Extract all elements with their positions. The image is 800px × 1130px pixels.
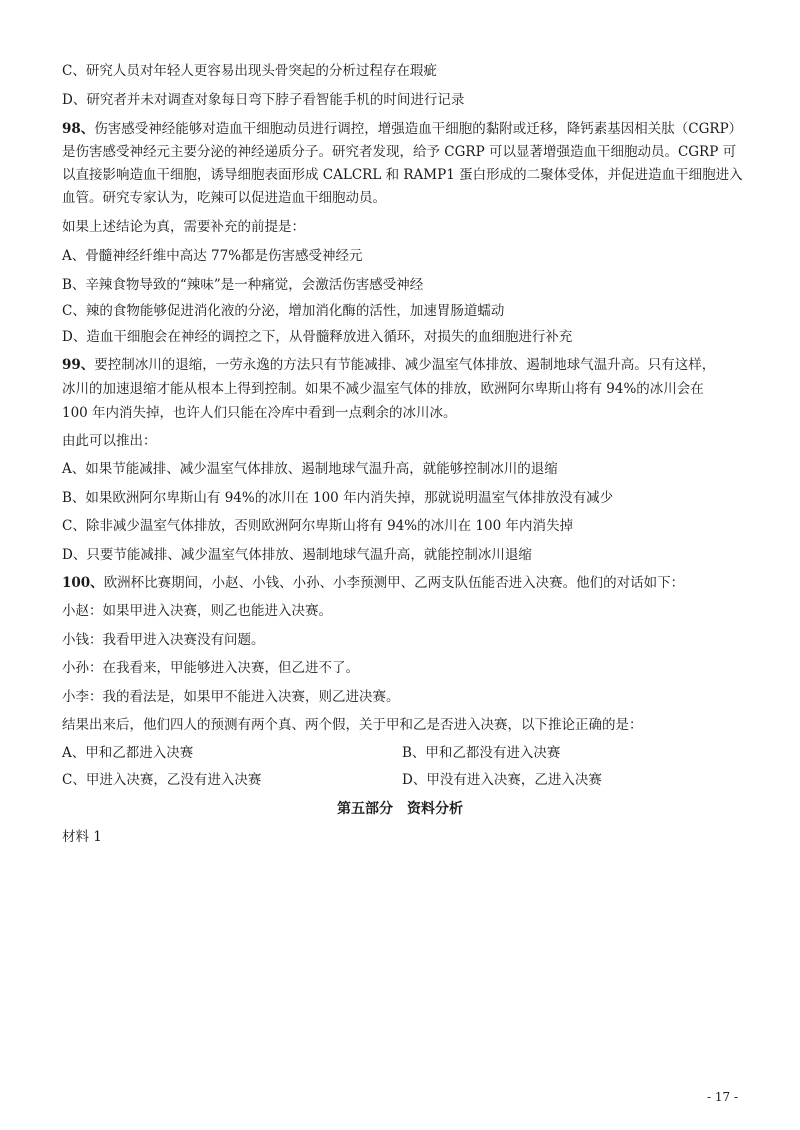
q100-dialogue-sun: 小孙：在我看来，甲能够进入决赛，但乙进不了。 xyxy=(62,660,359,676)
q97-option-d: D、研究者并未对调查对象每日弯下脖子看智能手机的时间进行记录 xyxy=(62,92,465,108)
material-label: 材料 1 xyxy=(62,829,102,845)
q99-stem-line-3: 100 年内消失掉，也许人们只能在冷库中看到一点剩余的冰川冰。 xyxy=(62,405,457,421)
q100-option-a: A、甲和乙都进入决赛 xyxy=(62,745,194,761)
q99-option-a: A、如果节能减排、减少温室气体排放、遏制地球气温升高，就能够控制冰川的退缩 xyxy=(62,461,558,477)
q98-option-c: C、辣的食物能够促进消化液的分泌，增加消化酶的活性，加速胃肠道蠕动 xyxy=(62,303,505,319)
q98-stem-line-1: 98、伤害感受神经能够对造血干细胞动员进行调控，增强造血干细胞的黏附或迁移，降钙素基因相关肽（CGRP） xyxy=(62,121,743,137)
q99-question: 由此可以推出： xyxy=(62,433,157,449)
section-title: 第五部分 资料分析 xyxy=(337,801,463,817)
q99-option-d: D、只要节能减排、减少温室气体排放、遏制地球气温升高，就能控制冰川退缩 xyxy=(62,547,532,563)
q98-stem-line-2: 是伤害感受神经元主要分泌的神经递质分子。研究者发现，给予 CGRP 可以显著增强造血干细胞动员。CGRP 可 xyxy=(62,144,737,160)
q97-option-c: C、研究人员对年轻人更容易出现头骨突起的分析过程存在瑕疵 xyxy=(62,63,437,79)
q98-option-b: B、辛辣食物导致的“辣味”是一种痛觉，会激活伤害感受神经 xyxy=(62,277,424,293)
q100-dialogue-qian: 小钱：我看甲进入决赛没有问题。 xyxy=(62,632,265,648)
q99-option-c: C、除非减少温室气体排放，否则欧洲阿尔卑斯山将有 94%的冰川在 100 年内消失掉 xyxy=(62,518,573,534)
q100-option-c: C、甲进入决赛，乙没有进入决赛 xyxy=(62,772,262,788)
q99-stem-line-2: 冰川的加速退缩才能从根本上得到控制。如果不减少温室气体的排放，欧洲阿尔卑斯山将有 94%的冰川会在 xyxy=(62,381,704,397)
q100-dialogue-li: 小李：我的看法是，如果甲不能进入决赛，则乙进决赛。 xyxy=(62,689,400,705)
q100-option-d: D、甲没有进入决赛，乙进入决赛 xyxy=(402,772,602,788)
q100-number: 100、 xyxy=(62,575,104,591)
q99-option-b: B、如果欧洲阿尔卑斯山有 94%的冰川在 100 年内消失掉，那就说明温室气体排放没有减少 xyxy=(62,490,614,506)
q100-dialogue-zhao: 小赵：如果甲进入决赛，则乙也能进入决赛。 xyxy=(62,603,332,619)
q98-number: 98、 xyxy=(62,121,95,137)
q100-stem: 100、欧洲杯比赛期间，小赵、小钱、小孙、小李预测甲、乙两支队伍能否进入决赛。他们的对话如下： xyxy=(62,575,685,591)
q98-option-d: D、造血干细胞会在神经的调控之下，从骨髓释放进入循环，对损失的血细胞进行补充 xyxy=(62,329,573,345)
q100-option-b: B、甲和乙都没有进入决赛 xyxy=(402,745,561,761)
q99-stem-line-1: 99、要控制冰川的退缩，一劳永逸的方法只有节能减排、减少温室气体排放、遏制地球气温升高。只有这样， xyxy=(62,357,716,373)
page-number: - 17 - xyxy=(706,1090,738,1104)
q99-number: 99、 xyxy=(62,357,95,373)
q98-stem-line-4: 血管。研究专家认为，吃辣可以促进造血干细胞动员。 xyxy=(62,190,386,206)
q100-question: 结果出来后，他们四人的预测有两个真、两个假，关于甲和乙是否进入决赛，以下推论正确的是： xyxy=(62,717,643,733)
q98-option-a: A、骨髓神经纤维中高达 77%都是伤害感受神经元 xyxy=(62,248,363,264)
q98-stem-line-3: 以直接影响造血干细胞，诱导细胞表面形成 CALCRL 和 RAMP1 蛋白形成的二聚体受体，并促进造血干细胞进入 xyxy=(62,167,743,183)
q98-question: 如果上述结论为真，需要补充的前提是： xyxy=(62,219,305,235)
